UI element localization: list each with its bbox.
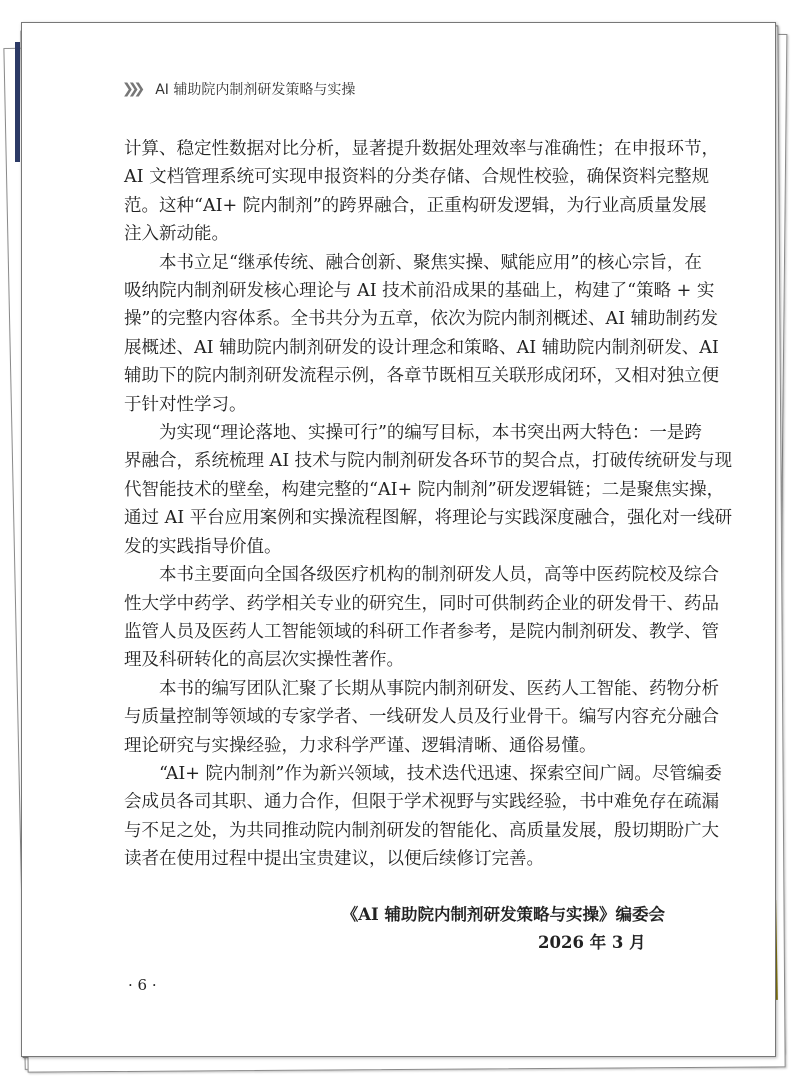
text-line: 与不足之处，为共同推动院内制剂研发的智能化、高质量发展，殷切期盼广大 bbox=[124, 820, 719, 841]
text-line: 理论研究与实操经验，力求科学严谨、逻辑清晰、通俗易懂。 bbox=[124, 735, 597, 756]
text-line: 代智能技术的壁垒，构建完整的“AI+ 院内制剂”研发逻辑链；二是聚焦实操， bbox=[124, 479, 725, 500]
text-line: 辅助下的院内制剂研发流程示例，各章节既相互关联形成闭环，又相对独立便 bbox=[124, 366, 719, 387]
paragraph bbox=[124, 249, 719, 419]
date: 2026 年 3 月 bbox=[538, 933, 646, 952]
text-line: 操”的完整内容体系。全书共分为五章，依次为院内制剂概述、AI 辅助制药发 bbox=[124, 309, 719, 330]
text-line: 于针对性学习。 bbox=[124, 394, 247, 415]
paragraph bbox=[124, 760, 722, 874]
text-line: 吸纳院内制剂研发核心理论与 AI 技术前沿成果的基础上，构建了“策略 + 实 bbox=[124, 281, 715, 302]
text-line: 注入新动能。 bbox=[124, 224, 229, 245]
text-line: 发的实践指导价值。 bbox=[124, 536, 282, 557]
text-line: 本书的编写团队汇聚了长期从事院内制剂研发、医药人工智能、药物分析 bbox=[159, 678, 719, 699]
text-line: 范。这种“AI+ 院内制剂”的跨界融合，正重构研发逻辑，为行业高质量发展 bbox=[124, 195, 707, 216]
text-line: 会成员各司其职、通力合作，但限于学术视野与实践经验，书中难免存在疏漏 bbox=[124, 792, 719, 813]
text-line: 计算、稳定性数据对比分析，显著提升数据处理效率与准确性；在申报环节， bbox=[124, 139, 719, 159]
text-line: 界融合，系统梳理 AI 技术与院内制剂研发各环节的契合点，打破传统研发与现 bbox=[124, 451, 733, 472]
text-line: 展概述、AI 辅助院内制剂研发的设计理念和策略、AI 辅助院内制剂研发、AI bbox=[124, 337, 719, 358]
cover-edge bbox=[15, 42, 20, 162]
text-line: 本书立足“继承传统、融合创新、聚焦实操、赋能应用”的核心宗旨，在 bbox=[159, 252, 702, 273]
body-text bbox=[124, 135, 733, 874]
signature: 《AI 辅助院内制剂研发策略与实操》编委会 bbox=[341, 905, 665, 924]
text-line: 本书主要面向全国各级医疗机构的制剂研发人员，高等中医药院校及综合 bbox=[159, 565, 719, 586]
paragraph bbox=[124, 561, 719, 675]
running-header bbox=[122, 79, 355, 99]
text-line: 读者在使用过程中提出宝贵建议，以便后续修订完善。 bbox=[124, 849, 544, 870]
text-line: AI 文档管理系统可实现申报资料的分类存储、合规性校验，确保资料完整规 bbox=[124, 167, 710, 188]
document-page bbox=[21, 22, 776, 1057]
text-line: 监管人员及医药人工智能领域的科研工作者参考，是院内制剂研发、教学、管 bbox=[124, 621, 719, 642]
text-line: 理及科研转化的高层次实操性著作。 bbox=[124, 650, 404, 671]
text-line: 为实现“理论落地、实操可行”的编写目标，本书突出两大特色：一是跨 bbox=[159, 423, 702, 444]
text-line: “AI+ 院内制剂”作为新兴领域，技术迭代迅速、探索空间广阔。尽管编委 bbox=[159, 763, 722, 784]
paragraph bbox=[124, 135, 719, 249]
text-line: 通过 AI 平台应用案例和实操流程图解，将理论与实践深度融合，强化对一线研 bbox=[124, 508, 733, 529]
paragraph bbox=[124, 419, 733, 561]
double-chevron-right-icon: ❯❯❯ bbox=[122, 81, 140, 97]
text-line: 与质量控制等领域的专家学者、一线研发人员及行业骨干。编写内容充分融合 bbox=[124, 707, 719, 728]
header-title: AI 辅助院内制剂研发策略与实操 bbox=[155, 82, 356, 98]
text-line: 性大学中药学、药学相关专业的研究生，同时可供制药企业的研发骨干、药品 bbox=[124, 593, 719, 614]
page-number: · 6 · bbox=[128, 976, 157, 994]
paragraph bbox=[124, 675, 719, 760]
